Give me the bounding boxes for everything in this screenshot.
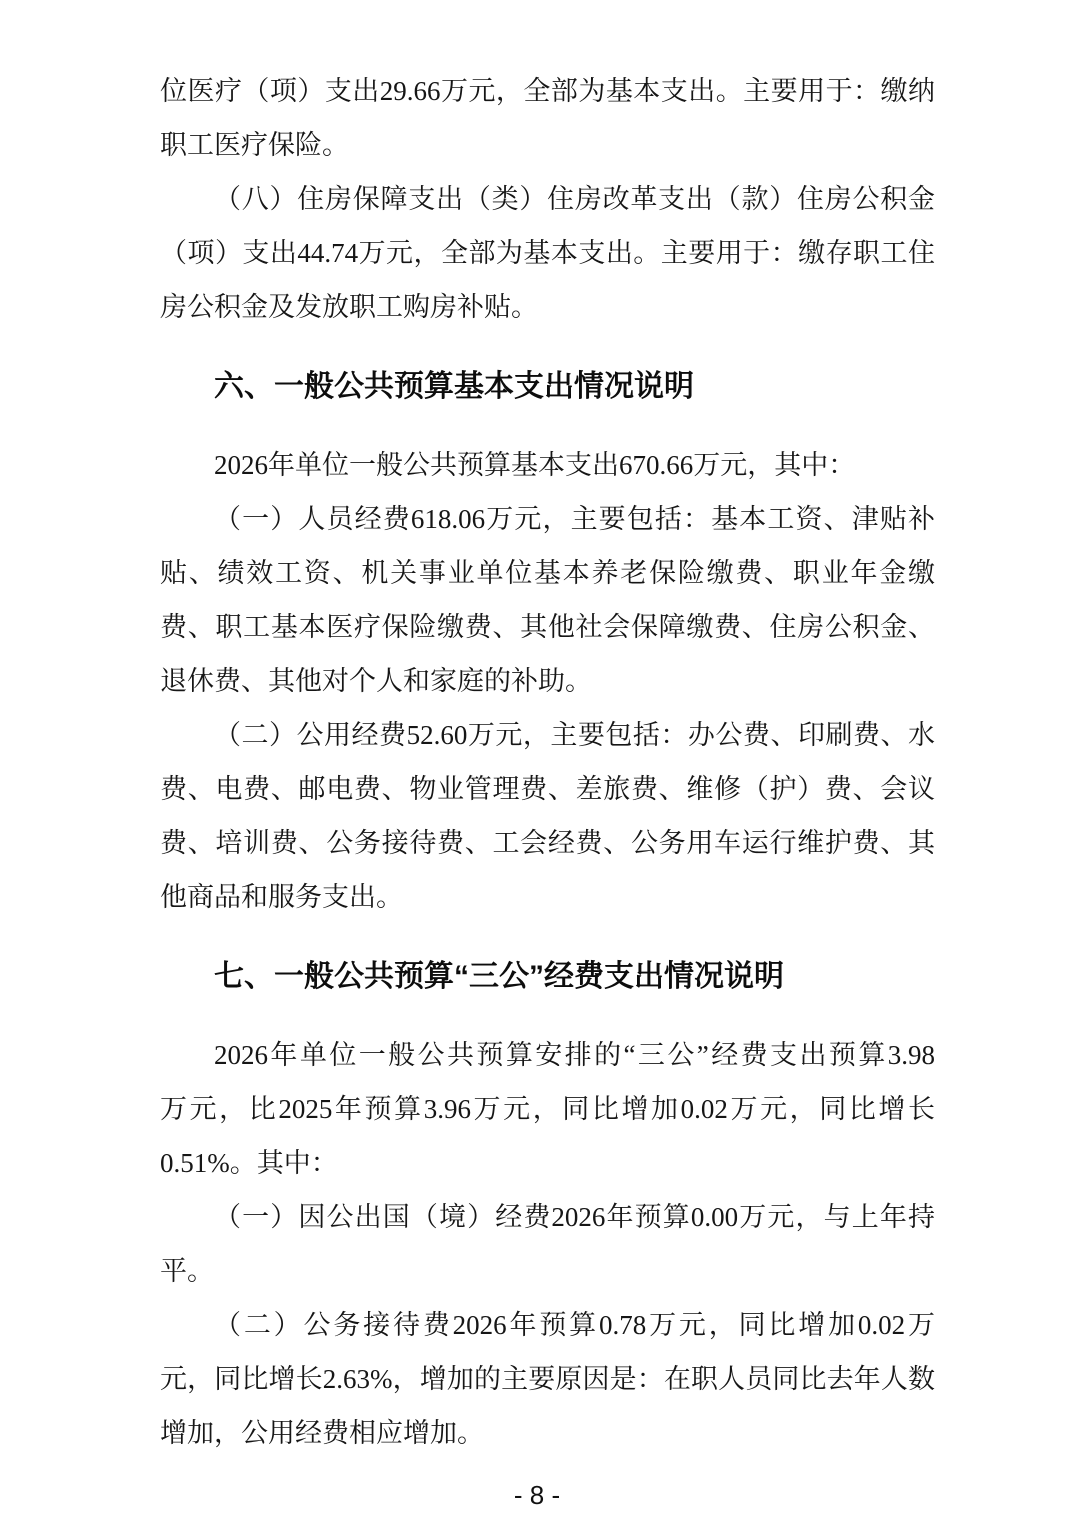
- body-line: 费、电费、邮电费、物业管理费、差旅费、维修（护）费、会议: [160, 774, 935, 804]
- body-line: （一）因公出国（境）经费2026年预算0.00万元，与上年持: [214, 1202, 935, 1232]
- body-line: 费、培训费、公务接待费、工会经费、公务用车运行维护费、其: [160, 828, 935, 858]
- body-line: 位医疗（项）支出29.66万元，全部为基本支出。主要用于：缴纳: [160, 76, 935, 106]
- body-line: 退休费、其他对个人和家庭的补助。: [160, 666, 592, 696]
- body-line: 增加，公用经费相应增加。: [160, 1418, 484, 1448]
- page-number: - 8 -: [513, 1480, 561, 1510]
- body-line: 费、职工基本医疗保险缴费、其他社会保障缴费、住房公积金、: [160, 612, 935, 642]
- body-line: 2026年单位一般公共预算安排的“三公”经费支出预算3.98: [214, 1040, 935, 1070]
- body-line: （八）住房保障支出（类）住房改革支出（款）住房公积金: [214, 184, 935, 214]
- body-line: 贴、绩效工资、机关事业单位基本养老保险缴费、职业年金缴: [160, 558, 935, 588]
- section-heading-seven: 七、一般公共预算“三公”经费支出情况说明: [214, 960, 784, 993]
- body-line: 他商品和服务支出。: [160, 882, 403, 912]
- section-heading-six: 六、一般公共预算基本支出情况说明: [214, 370, 694, 403]
- body-line: 万元，比2025年预算3.96万元，同比增加0.02万元，同比增长: [160, 1094, 935, 1124]
- body-line: （二）公用经费52.60万元，主要包括：办公费、印刷费、水: [214, 720, 935, 750]
- body-line: （一）人员经费618.06万元，主要包括：基本工资、津贴补: [214, 504, 935, 534]
- body-line: 平。: [160, 1256, 214, 1286]
- body-line: 2026年单位一般公共预算基本支出670.66万元，其中：: [214, 450, 856, 480]
- body-line: （二）公务接待费2026年预算0.78万元，同比增加0.02万: [214, 1310, 935, 1340]
- body-line: 元，同比增长2.63%，增加的主要原因是：在职人员同比去年人数: [160, 1364, 935, 1394]
- body-line: 0.51%。其中：: [160, 1148, 338, 1178]
- body-line: （项）支出44.74万元，全部为基本支出。主要用于：缴存职工住: [160, 238, 935, 268]
- body-line: 职工医疗保险。: [160, 130, 349, 160]
- body-line: 房公积金及发放职工购房补贴。: [160, 292, 538, 322]
